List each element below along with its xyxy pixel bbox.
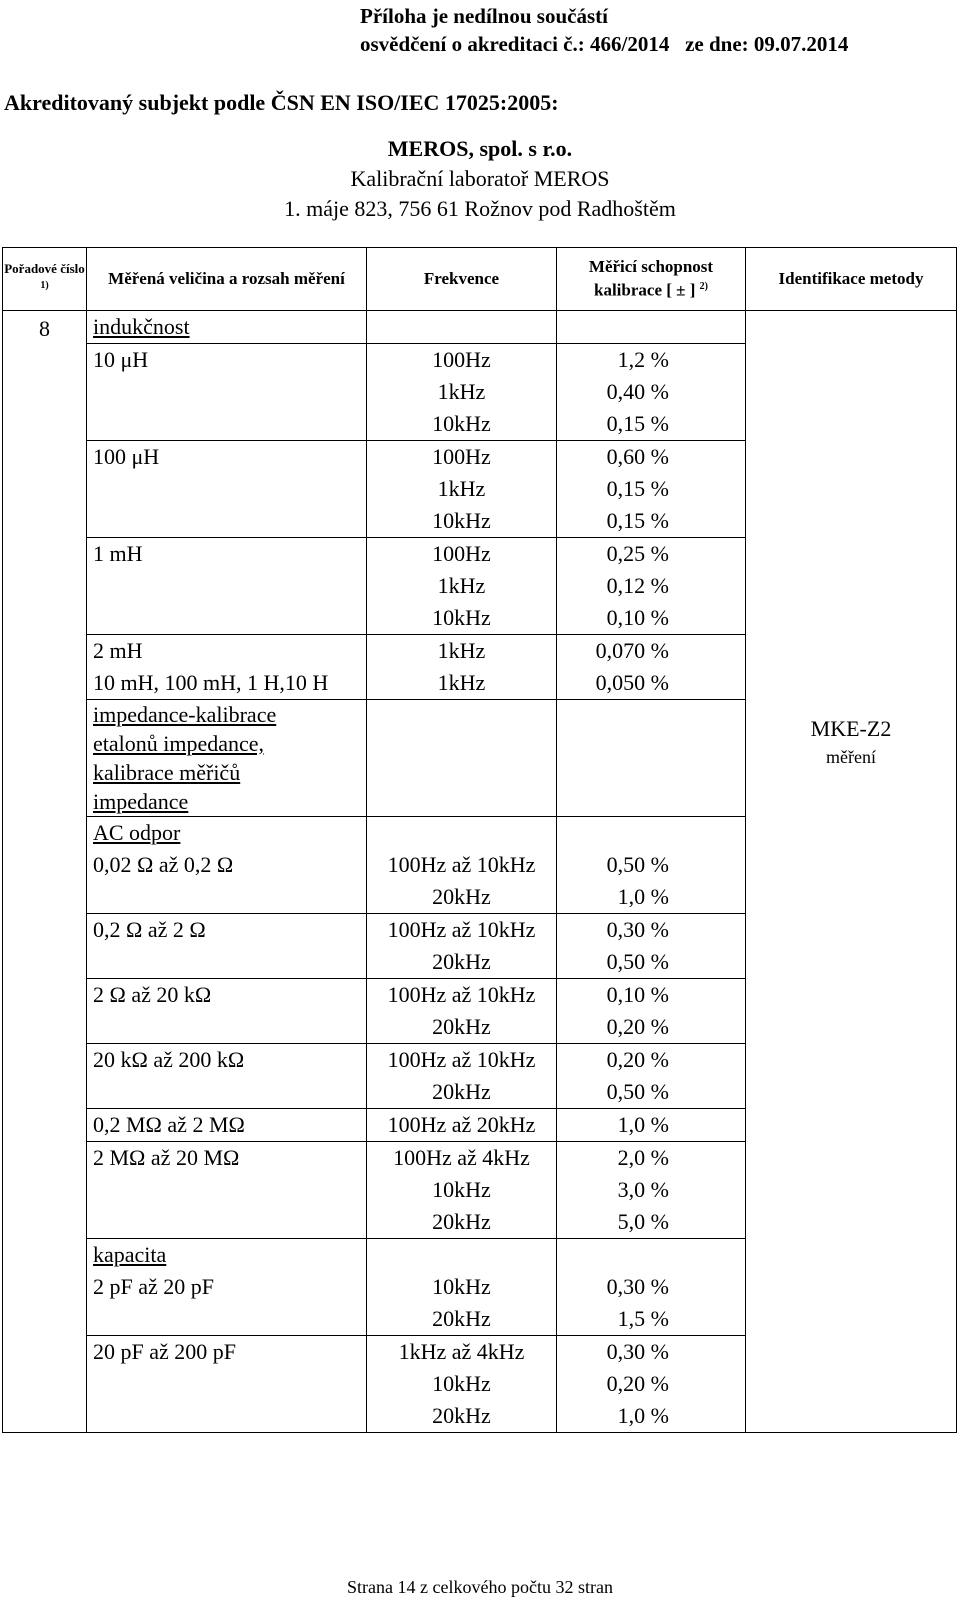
section-title-impedance: impedance-kalibrace etalonů impedance, kalibrace měřičů impedance	[87, 700, 367, 817]
page-footer: Strana 14 z celkového počtu 32 stran	[347, 1577, 613, 1597]
calibration-table	[2, 247, 957, 1433]
freq-cell: 10kHz	[432, 1274, 491, 1299]
range-cell: 0,02 Ω až 0,2 Ω	[93, 852, 234, 877]
lab-name: Kalibrační laboratoř MEROS	[350, 166, 610, 191]
range-cell: 0,2 Ω až 2 Ω	[93, 917, 206, 942]
header-frequency: Frekvence	[367, 248, 557, 311]
freq-cell: 100Hz až 4kHz	[393, 1145, 530, 1170]
freq-cell: 1kHz	[437, 476, 486, 501]
cap-cell: 0,30 %	[606, 917, 669, 942]
annex-line-2: osvědčení o akreditaci č.: 466/2014 ze dne: 09.07.2014	[360, 32, 849, 56]
range-cell: 2 pF až 20 pF	[93, 1274, 214, 1299]
range-cell: 1 mH	[93, 541, 143, 566]
freq-cell: 1kHz	[437, 670, 486, 695]
range-cell: 2 Ω až 20 kΩ	[93, 982, 212, 1007]
range-cell: 10 μH	[93, 347, 149, 372]
range-cell: 20 pF až 200 pF	[93, 1339, 236, 1364]
cap-cell: 0,25 %	[606, 541, 669, 566]
cap-cell: 1,0 %	[617, 1112, 669, 1137]
freq-cell: 20kHz	[432, 949, 491, 974]
cap-cell: 0,60 %	[606, 444, 669, 469]
cap-cell: 0,20 %	[606, 1014, 669, 1039]
freq-cell: 100Hz až 10kHz	[387, 982, 536, 1007]
annex-line-1: Příloha je nedílnou součástí	[360, 4, 608, 28]
cap-cell: 0,20 %	[606, 1371, 669, 1396]
cap-cell: 5,0 %	[617, 1209, 669, 1234]
annex-note	[360, 2, 848, 58]
cap-cell: 0,15 %	[606, 476, 669, 501]
method-cell	[746, 311, 957, 1433]
header-number: Pořadové číslo $^{1)}$	[3, 248, 87, 311]
cap-cell: 0,10 %	[606, 605, 669, 630]
organization-block	[0, 134, 960, 224]
freq-cell: 20kHz	[432, 1209, 491, 1234]
accredited-subject: Akreditovaný subjekt podle ČSN EN ISO/IEC 17025:2005:	[4, 90, 559, 115]
freq-cell: 1kHz	[437, 573, 486, 598]
freq-cell: 1kHz	[437, 638, 486, 663]
freq-cell: 100Hz až 10kHz	[387, 1047, 536, 1072]
section-title-ac-resistance: AC odpor	[93, 820, 181, 845]
cap-cell: 0,50 %	[606, 949, 669, 974]
freq-cell: 10kHz	[432, 411, 491, 436]
cap-cell: 1,0 %	[617, 884, 669, 909]
method-id: MKE-Z2	[810, 716, 892, 741]
section-title-capacitance: kapacita	[93, 1242, 167, 1267]
range-cell: 10 mH, 100 mH, 1 H,10 H	[93, 670, 329, 695]
freq-cell: 20kHz	[432, 1306, 491, 1331]
freq-cell: 100Hz	[432, 444, 491, 469]
cap-cell: 0,10 %	[606, 982, 669, 1007]
header-quantity: Měřená veličina a rozsah měření	[87, 248, 367, 311]
freq-cell: 10kHz	[432, 605, 491, 630]
cap-cell: 0,12 %	[606, 573, 669, 598]
table-header-row	[3, 248, 957, 311]
cap-cell: 0,15 %	[606, 508, 669, 533]
cap-cell: 1,0 %	[617, 1403, 669, 1428]
range-cell: 2 mH	[93, 638, 143, 663]
range-cell: 20 kΩ až 200 kΩ	[93, 1047, 245, 1072]
range-cell: 0,2 MΩ až 2 MΩ	[93, 1112, 245, 1137]
freq-cell: 10kHz	[432, 1177, 491, 1202]
cap-cell: 0,050 %	[595, 670, 669, 695]
freq-cell: 100Hz	[432, 541, 491, 566]
cap-cell: 2,0 %	[617, 1145, 669, 1170]
cap-cell: 0,50 %	[606, 1079, 669, 1104]
freq-cell: 100Hz až 20kHz	[387, 1112, 536, 1137]
freq-cell: 10kHz	[432, 1371, 491, 1396]
header-method: Identifikace metody	[746, 248, 957, 311]
cap-cell: 3,0 %	[617, 1177, 669, 1202]
freq-cell: 1kHz až 4kHz	[398, 1339, 525, 1364]
org-name: MEROS, spol. s r.o.	[387, 136, 573, 161]
lab-address: 1. máje 823, 756 61 Rožnov pod Radhoštěm	[284, 196, 676, 221]
cap-cell: 0,30 %	[606, 1339, 669, 1364]
cap-cell: 0,20 %	[606, 1047, 669, 1072]
freq-cell: 100Hz	[432, 347, 491, 372]
item-number: 8	[3, 311, 87, 1433]
cap-cell: 0,070 %	[595, 638, 669, 663]
method-note: měření	[826, 747, 876, 767]
freq-cell: 100Hz až 10kHz	[387, 852, 536, 877]
range-cell: 2 MΩ až 20 MΩ	[93, 1145, 240, 1170]
table-row	[3, 311, 957, 344]
cap-cell: 1,5 %	[617, 1306, 669, 1331]
freq-cell: 20kHz	[432, 1014, 491, 1039]
freq-cell: 20kHz	[432, 1403, 491, 1428]
freq-cell: 100Hz až 10kHz	[387, 917, 536, 942]
cap-cell: 0,50 %	[606, 852, 669, 877]
cap-cell: 1,2 %	[617, 347, 669, 372]
header-capability: Měřicí schopnost kalibrace [ ± ] $^{2)}$	[557, 248, 746, 311]
cap-cell: 0,15 %	[606, 411, 669, 436]
cap-cell: 0,30 %	[606, 1274, 669, 1299]
freq-cell: 10kHz	[432, 508, 491, 533]
freq-cell: 20kHz	[432, 884, 491, 909]
cap-cell: 0,40 %	[606, 379, 669, 404]
freq-cell: 20kHz	[432, 1079, 491, 1104]
section-title-inductance: indukčnost	[93, 314, 190, 339]
range-cell: 100 μH	[93, 444, 160, 469]
freq-cell: 1kHz	[437, 379, 486, 404]
